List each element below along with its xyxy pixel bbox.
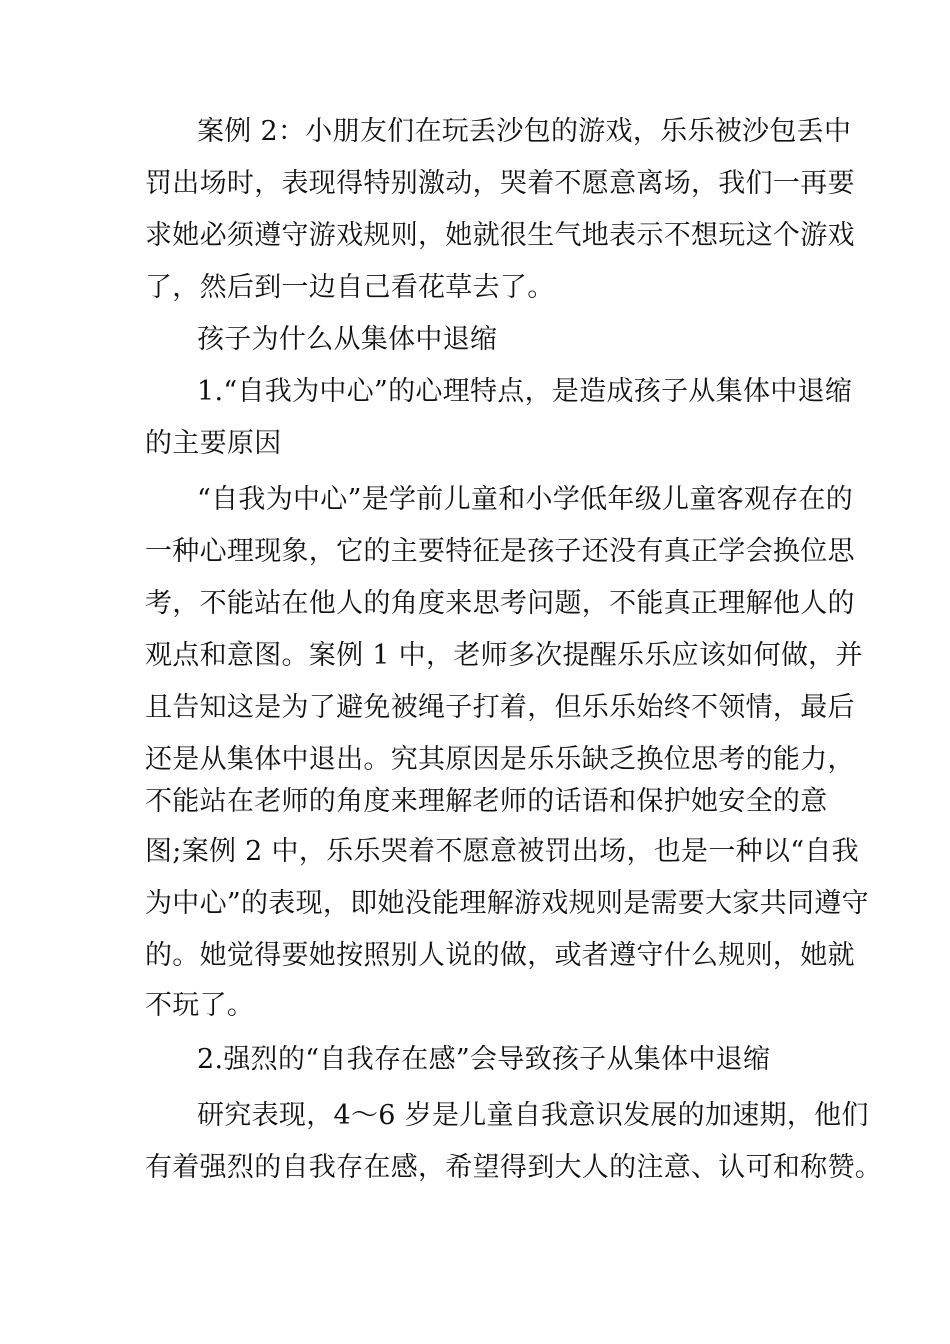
paragraph-line: 考，不能站在他人的角度来思考问题，不能真正理解他人的 (145, 588, 855, 619)
paragraph-line: 且告知这是为了避免被绳子打着，但乐乐始终不领情，最后 (145, 692, 855, 723)
paragraph-line: 不能站在老师的角度来理解老师的话语和保护她安全的意 (145, 786, 828, 817)
paragraph-line: 的。她觉得要她按照别人说的做，或者遵守什么规则，她就 (145, 940, 855, 971)
paragraph-line: 有着强烈的自我存在感，希望得到大人的注意、认可和称赞。 (145, 1152, 883, 1183)
paragraph-line: 图;案例 2 中，乐乐哭着不愿意被罚出场，也是一种以“自我 (145, 836, 859, 867)
paragraph-line: 求她必须遵守游戏规则，她就很生气地表示不想玩这个游戏 (145, 220, 855, 251)
subheading-line: 2.强烈的“自我存在感”会导致孩子从集体中退缩 (197, 1044, 771, 1075)
paragraph-line: 了，然后到一边自己看花草去了。 (145, 272, 555, 303)
subheading-line: 1.“自我为中心”的心理特点，是造成孩子从集体中退缩 (197, 376, 853, 407)
paragraph-line: “自我为中心”是学前儿童和小学低年级儿童客观存在的 (197, 484, 854, 515)
paragraph-line: 研究表现，4～6 岁是儿童自我意识发展的加速期，他们 (197, 1100, 869, 1131)
paragraph-line: 为中心”的表现，即她没能理解游戏规则是需要大家共同遵守 (145, 888, 869, 919)
paragraph-line: 观点和意图。案例 1 中，老师多次提醒乐乐应该如何做，并 (145, 640, 863, 671)
paragraph-line: 不玩了。 (145, 990, 255, 1021)
paragraph-line: 一种心理现象，它的主要特征是孩子还没有真正学会换位思 (145, 536, 855, 567)
paragraph-line: 罚出场时，表现得特别激动，哭着不愿意离场，我们一再要 (145, 168, 855, 199)
paragraph-line: 还是从集体中退出。究其原因是乐乐缺乏换位思考的能力， (145, 744, 855, 775)
subheading-line: 的主要原因 (145, 428, 282, 459)
section-heading: 孩子为什么从集体中退缩 (197, 324, 498, 355)
paragraph-line: 案例 2：小朋友们在玩丢沙包的游戏，乐乐被沙包丢中 (197, 116, 852, 147)
